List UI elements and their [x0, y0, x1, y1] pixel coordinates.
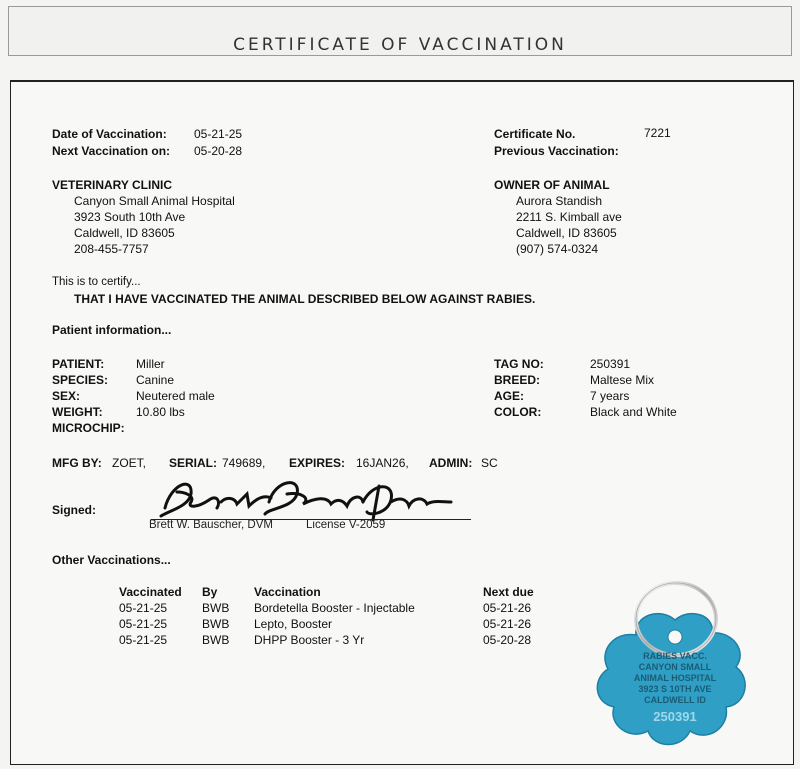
col-vaccination: Vaccination: [254, 585, 321, 599]
vet-license: License V-2059: [306, 519, 386, 531]
certify-statement: THAT I HAVE VACCINATED THE ANIMAL DESCRIBED BELOW AGAINST RABIES.: [74, 292, 536, 306]
expires-value: 16JAN26,: [356, 456, 409, 470]
clinic-heading: VETERINARY CLINIC: [52, 178, 173, 192]
species-label: SPECIES:: [52, 373, 109, 387]
col-by: By: [202, 585, 218, 599]
patient-heading: Patient information...: [52, 323, 172, 337]
certificate-title-box: [8, 6, 792, 56]
rabies-tag-line4: 3923 S 10TH AVE: [638, 684, 712, 694]
microchip-label: MICROCHIP:: [52, 421, 125, 435]
row2-next: 05-21-26: [483, 617, 532, 631]
admin-label: ADMIN:: [429, 456, 473, 470]
rabies-tag-line5: CALDWELL ID: [644, 695, 706, 705]
age-label: AGE:: [494, 389, 524, 403]
owner-phone: (907) 574-0324: [516, 242, 599, 256]
clinic-address2: Caldwell, ID 83605: [74, 226, 175, 240]
breed-label: BREED:: [494, 373, 541, 387]
other-vaccinations-heading: Other Vaccinations...: [52, 553, 171, 567]
certify-intro: This is to certify...: [52, 276, 141, 288]
date-value: 05-21-25: [194, 127, 243, 141]
tag-no-label: TAG NO:: [494, 357, 544, 371]
certificate-no-value: 7221: [644, 126, 671, 140]
mfg-value: ZOET,: [112, 456, 147, 470]
weight-value: 10.80 lbs: [136, 405, 185, 419]
certificate-no-label: Certificate No.: [494, 127, 576, 141]
rabies-tag-line2: CANYON SMALL: [638, 662, 712, 672]
col-next-due: Next due: [483, 585, 534, 599]
row3-date: 05-21-25: [119, 633, 168, 647]
sex-value: Neutered male: [136, 389, 215, 403]
next-vaccination-label: Next Vaccination on:: [52, 144, 171, 158]
row3-vaccine: DHPP Booster - 3 Yr: [254, 633, 365, 647]
rabies-tag: [590, 575, 760, 755]
vet-name: Brett W. Bauscher, DVM: [149, 519, 273, 531]
row1-by: BWB: [202, 601, 230, 615]
row1-date: 05-21-25: [119, 601, 168, 615]
row3-next: 05-20-28: [483, 633, 532, 647]
tag-no-value: 250391: [590, 357, 631, 371]
rabies-tag-line3: ANIMAL HOSPITAL: [633, 673, 717, 683]
next-vaccination-value: 05-20-28: [194, 144, 243, 158]
admin-value: SC: [481, 456, 498, 470]
col-vaccinated: Vaccinated: [119, 585, 182, 599]
signed-label: Signed:: [52, 503, 96, 517]
owner-name: Aurora Standish: [516, 194, 603, 208]
owner-heading: OWNER OF ANIMAL: [494, 178, 610, 192]
previous-vaccination-label: Previous Vaccination:: [494, 144, 619, 158]
row2-date: 05-21-25: [119, 617, 168, 631]
row2-vaccine: Lepto, Booster: [254, 617, 333, 631]
serial-value: 749689,: [222, 456, 266, 470]
weight-label: WEIGHT:: [52, 405, 103, 419]
age-value: 7 years: [590, 389, 630, 403]
breed-value: Maltese Mix: [590, 373, 655, 387]
date-label: Date of Vaccination:: [52, 127, 167, 141]
rabies-tag-line1: RABIES VACC.: [643, 651, 707, 661]
species-value: Canine: [136, 373, 175, 387]
rabies-tag-number: 250391: [653, 709, 697, 724]
row3-by: BWB: [202, 633, 230, 647]
color-label: COLOR:: [494, 405, 542, 419]
expires-label: EXPIRES:: [289, 456, 346, 470]
color-value: Black and White: [590, 405, 677, 419]
clinic-address1: 3923 South 10th Ave: [74, 210, 186, 224]
mfg-label: MFG BY:: [52, 456, 102, 470]
patient-label: PATIENT:: [52, 357, 105, 371]
serial-label: SERIAL:: [169, 456, 217, 470]
row1-vaccine: Bordetella Booster - Injectable: [254, 601, 415, 615]
owner-address1: 2211 S. Kimball ave: [516, 210, 622, 224]
certificate-title: CERTIFICATE OF VACCINATION: [233, 35, 567, 55]
clinic-phone: 208-455-7757: [74, 242, 149, 256]
clinic-name: Canyon Small Animal Hospital: [74, 194, 235, 208]
sex-label: SEX:: [52, 389, 81, 403]
row1-next: 05-21-26: [483, 601, 532, 615]
owner-address2: Caldwell, ID 83605: [516, 226, 617, 240]
patient-value: Miller: [136, 357, 165, 371]
row2-by: BWB: [202, 617, 230, 631]
